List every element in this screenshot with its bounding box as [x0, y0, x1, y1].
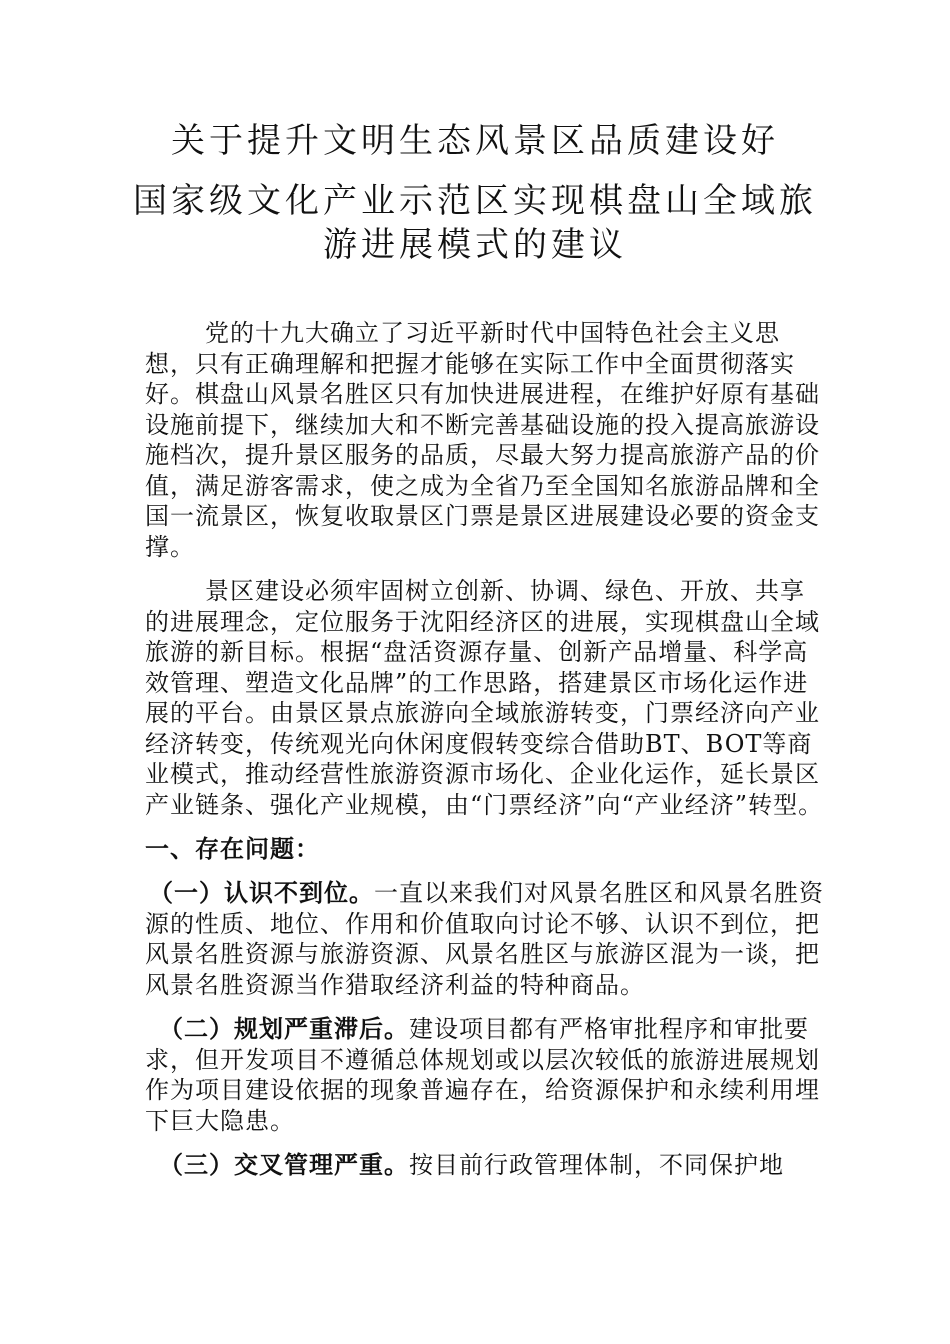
issue-item-3-lead: （三）交叉管理严重。 [159, 1150, 409, 1179]
issue-item-3 [145, 1150, 825, 1181]
issue-item-2-text: 建设项目都有严格审批程序和审批要求，但开发项目不遵循总体规划或以层次较低的旅游进展规划作为项目建设依据的现象普遍存在，给资源保护和永续利用埋下巨大隐患。 [145, 1015, 820, 1135]
title-line-1: 关于提升文明生态风景区品质建设好 [171, 121, 779, 161]
issue-item-1 [145, 878, 825, 1000]
issue-item-2 [145, 1014, 825, 1136]
document-body [145, 318, 825, 1195]
section-heading: 一、存在问题： [145, 834, 320, 863]
title-line-2: 国家级文化产业示范区实现棋盘山全域旅 [133, 181, 817, 221]
intro-paragraph-1: 党的十九大确立了习近平新时代中国特色社会主义思想，只有正确理解和把握才能够在实际工作中全面贯彻落实好。棋盘山风景名胜区只有加快进展进程，在维护好原有基础设施前提下，继续加大和不断完善基础设施的投入提高旅游设施档次，提升景区服务的品质，尽最大努力提高旅游产品的价值，满足游客需求，使之成为全省乃至全国知名旅游品牌和全国一流景区，恢复收取景区门票是景区进展建设必要的资金支撑。 [145, 319, 820, 561]
intro-paragraph-2: 景区建设必须牢固树立创新、协调、绿色、开放、共享的进展理念，定位服务于沈阳经济区的进展，实现棋盘山全域旅游的新目标。根据“盘活资源存量、创新产品增量、科学高效管理、塑造文化品牌”的工作思路，搭建景区市场化运作进展的平台。由景区景点旅游向全域旅游转变，门票经济向产业经济转变，传统观光向休闲度假转变综合借助BT、BOT等商业模式，推动经营性旅游资源市场化、企业化运作，延长景区产业链条、强化产业规模，由“门票经济”向“产业经济”转型。 [145, 577, 824, 819]
document-title [0, 118, 950, 266]
issue-item-1-lead: （一）认识不到位。 [149, 878, 374, 907]
title-line-3: 游进展模式的建议 [323, 225, 627, 265]
issue-item-3-text: 按目前行政管理体制，不同保护地 [409, 1151, 784, 1179]
issue-item-2-lead: （二）规划严重滞后。 [159, 1014, 409, 1043]
issue-item-1-text: 一直以来我们对风景名胜区和风景名胜资源的性质、地位、作用和价值取向讨论不够、认识不到位，把风景名胜资源与旅游资源、风景名胜区与旅游区混为一谈，把风景名胜资源当作猎取经济利益的特种商品。 [145, 879, 824, 999]
